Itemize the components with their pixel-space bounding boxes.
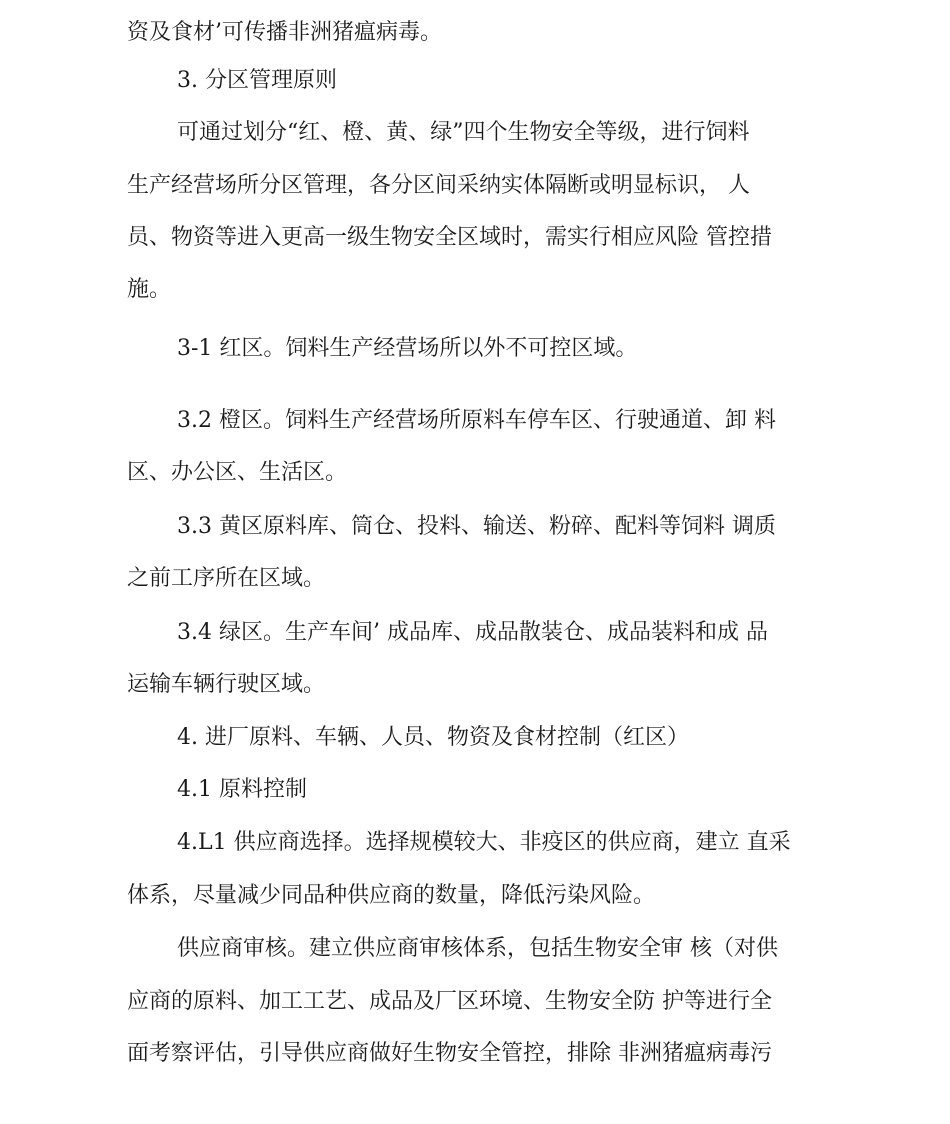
- paragraph-line: 体系，尽量减少同品种供应商的数量，降低污染风险。: [127, 883, 656, 908]
- section-heading: 3. 分区管理原则: [177, 68, 337, 93]
- paragraph-line: 施。: [127, 277, 172, 302]
- paragraph-line: 供应商审核。建立供应商审核体系，包括生物安全审 核（对供: [177, 936, 778, 961]
- paragraph-line: 运输车辆行驶区域。: [127, 672, 326, 697]
- paragraph-line: 面考察评估，引导供应商做好生物安全管控，排除 非洲猪瘟病毒污: [127, 1041, 772, 1066]
- paragraph-line: 可通过划分“红、橙、黄、绿”四个生物安全等级，进行饲料: [177, 120, 750, 145]
- paragraph-line: 3.4 绿区。生产车间’ 成品库、成品散装仓、成品装料和成 品: [177, 620, 768, 645]
- paragraph-line: 生产经营场所分区管理，各分区间采纳实体隔断或明显标识， 人: [127, 173, 750, 198]
- paragraph-line: 应商的原料、加工工艺、成品及厂区环境、生物安全防 护等进行全: [127, 989, 772, 1014]
- paragraph-line: 员、物资等进入更高一级生物安全区域时，需实行相应风险 管控措: [127, 225, 772, 250]
- subsection-heading: 4.1 原料控制: [177, 777, 307, 802]
- text-line: 资及食材’可传播非洲猪瘟病毒。: [127, 20, 442, 45]
- paragraph-line: 区、办公区、生活区。: [127, 460, 348, 485]
- paragraph-line: 4.L1 供应商选择。选择规模较大、非疫区的供应商，建立 直采: [177, 830, 791, 855]
- section-heading: 4. 进厂原料、车辆、人员、物资及食材控制（红区）: [177, 725, 689, 750]
- paragraph-line: 3.3 黄区原料库、筒仓、投料、输送、粉碎、配料等饲料 调质: [177, 514, 776, 539]
- paragraph-line: 3-1 红区。饲料生产经营场所以外不可控区域。: [177, 336, 638, 361]
- paragraph-line: 3.2 橙区。饲料生产经营场所原料车停车区、行驶通道、卸 料: [177, 408, 776, 433]
- paragraph-line: 之前工序所在区域。: [127, 566, 326, 591]
